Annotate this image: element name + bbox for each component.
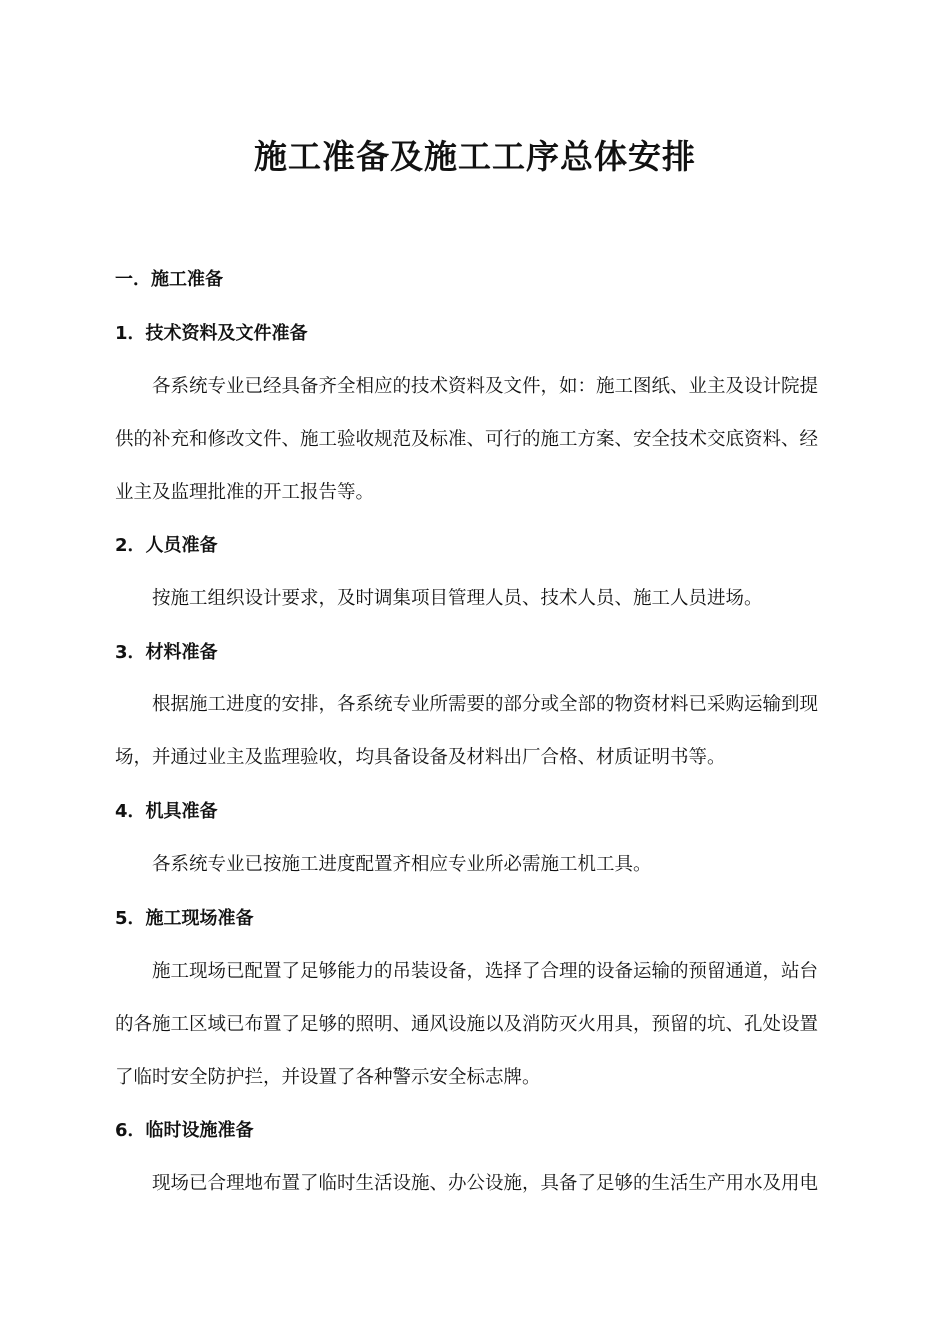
subsection-heading-1: 1．技术资料及文件准备 bbox=[115, 323, 308, 344]
subsection-heading-5: 5．施工现场准备 bbox=[115, 908, 254, 929]
paragraph-line: 各系统专业已经具备齐全相应的技术资料及文件，如：施工图纸、业主及设计院提 bbox=[152, 376, 819, 397]
section-heading: 一．施工准备 bbox=[115, 269, 223, 290]
paragraph-line: 了临时安全防护拦，并设置了各种警示安全标志牌。 bbox=[115, 1067, 541, 1088]
paragraph-6 bbox=[115, 1157, 845, 1210]
paragraph-line: 供的补充和修改文件、施工验收规范及标准、可行的施工方案、安全技术交底资料、经 bbox=[115, 429, 819, 450]
paragraph-line: 根据施工进度的安排，各系统专业所需要的部分或全部的物资材料已采购运输到现 bbox=[152, 694, 819, 715]
paragraph-line: 场，并通过业主及监理验收，均具备设备及材料出厂合格、材质证明书等。 bbox=[115, 747, 726, 768]
subsection-heading-3: 3．材料准备 bbox=[115, 642, 218, 663]
subsection-heading-6: 6．临时设施准备 bbox=[115, 1120, 254, 1141]
document-title: 施工准备及施工工序总体安排 bbox=[254, 137, 696, 176]
paragraph-line: 施工现场已配置了足够能力的吊装设备，选择了合理的设备运输的预留通道，站台 bbox=[152, 961, 819, 982]
subsection-heading-2: 2．人员准备 bbox=[115, 535, 218, 556]
paragraph-4 bbox=[115, 838, 845, 891]
subsection-heading-4: 4．机具准备 bbox=[115, 801, 218, 822]
paragraph-5 bbox=[115, 945, 845, 1104]
paragraph-2 bbox=[115, 572, 845, 625]
paragraph-line: 各系统专业已按施工进度配置齐相应专业所必需施工机工具。 bbox=[152, 854, 652, 875]
paragraph-line: 现场已合理地布置了临时生活设施、办公设施，具备了足够的生活生产用水及用电 bbox=[152, 1173, 819, 1194]
paragraph-line: 按施工组织设计要求，及时调集项目管理人员、技术人员、施工人员进场。 bbox=[152, 588, 763, 609]
paragraph-line: 的各施工区域已布置了足够的照明、通风设施以及消防灭火用具，预留的坑、孔处设置 bbox=[115, 1014, 819, 1035]
paragraph-1 bbox=[115, 360, 845, 519]
paragraph-line: 业主及监理批准的开工报告等。 bbox=[115, 482, 375, 503]
paragraph-3 bbox=[115, 678, 845, 784]
